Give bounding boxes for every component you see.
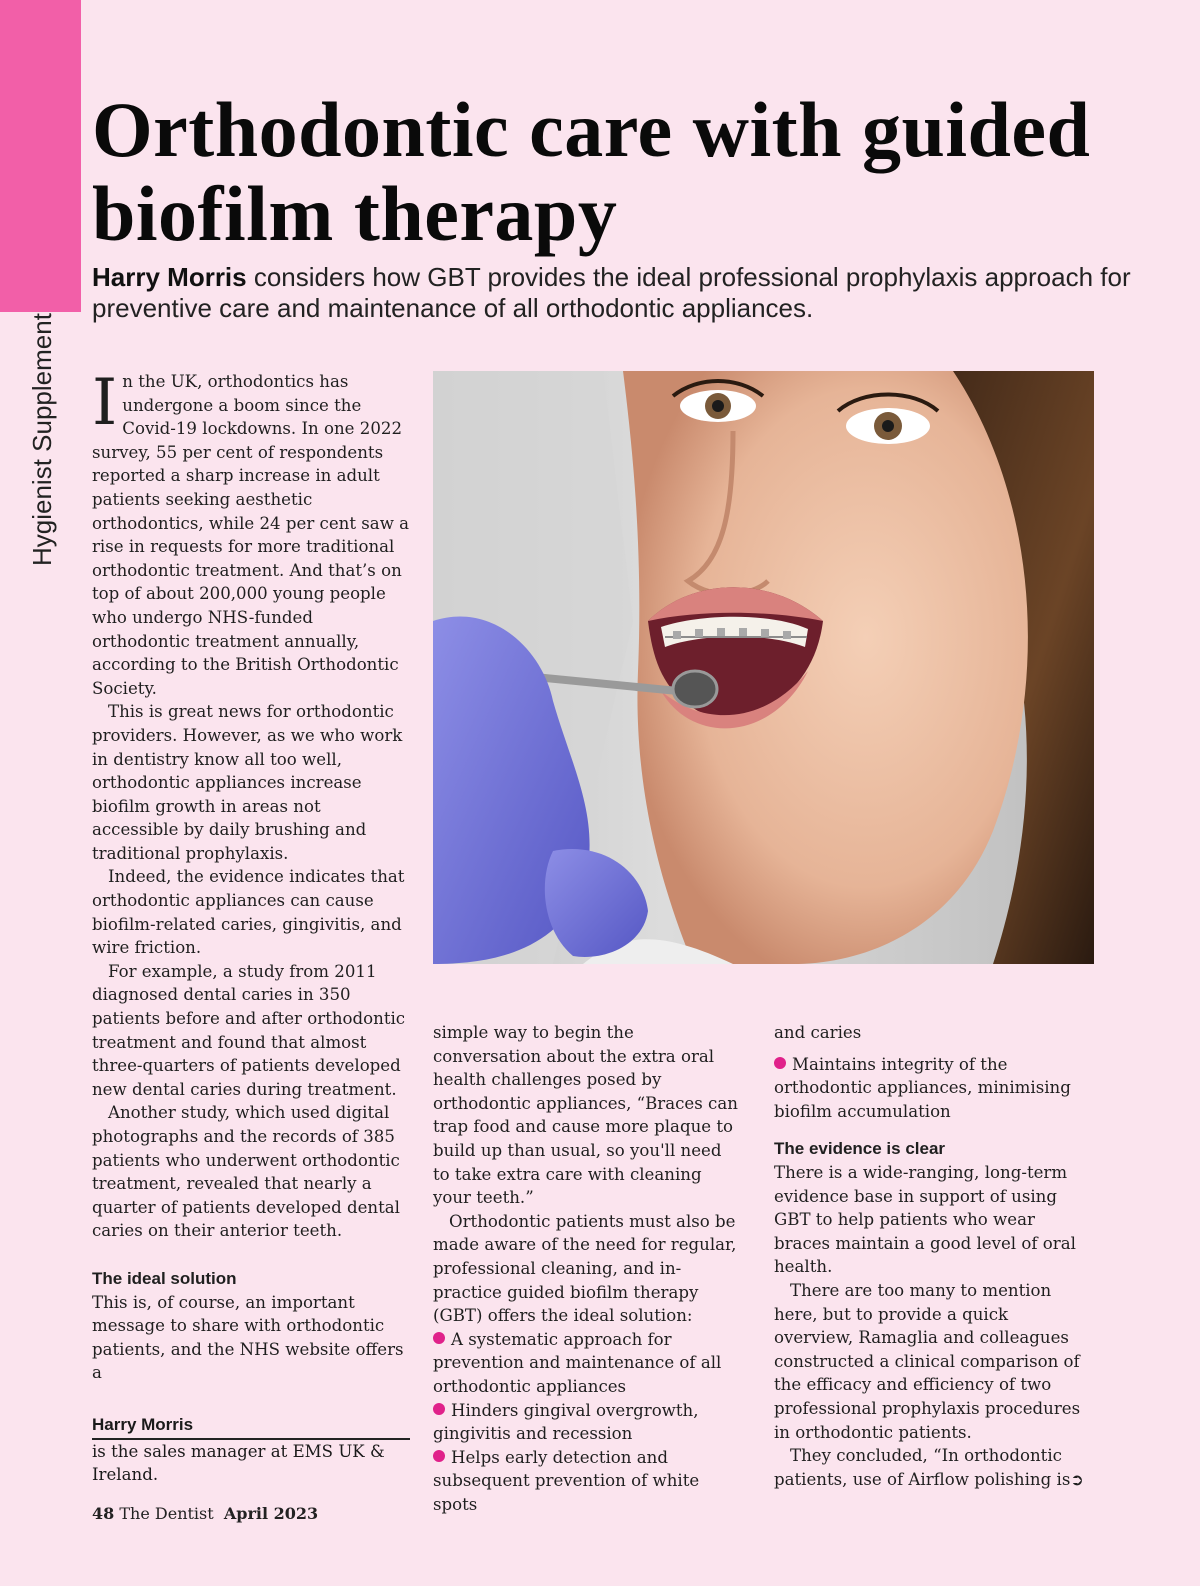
article-title: Orthodontic care with guided biofilm therapy bbox=[92, 86, 1091, 257]
standfirst-author: Harry Morris bbox=[92, 262, 247, 292]
drop-cap: I bbox=[92, 366, 118, 440]
paragraph: There is a wide-ranging, long-term evidence base in support of using GBT to help patients who wear braces maintain a good level of oral health. bbox=[774, 1162, 1076, 1277]
continue-arrow-icon: ➲ bbox=[1070, 1469, 1084, 1489]
paragraph: This is, of course, an important message to share with orthodontic patients, and the NHS website offers a bbox=[92, 1292, 404, 1383]
page-number: 48 bbox=[92, 1504, 115, 1523]
section-label: Hygienist Supplement bbox=[27, 313, 57, 566]
article-column-3 bbox=[774, 1021, 1092, 1491]
article-photo bbox=[433, 371, 1094, 964]
subheading: The evidence is clear bbox=[774, 1139, 946, 1159]
paragraph: simple way to begin the conversation about the extra oral health challenges posed by orthodontic appliances, “Braces can trap food and cause more plaque to build up than usual, so you'll need to take extra care with cleaning your teeth.” bbox=[433, 1023, 738, 1208]
list-item: Hinders gingival overgrowth, gingivitis and recession bbox=[433, 1400, 699, 1444]
section-color-bar bbox=[0, 0, 81, 312]
paragraph: and caries bbox=[774, 1023, 862, 1042]
issue-date: April 2023 bbox=[223, 1504, 319, 1523]
paragraph: For example, a study from 2011 diagnosed dental caries in 350 patients before and after orthodontic treatment and found that almost three-quarters of patients developed new dental caries during treatment. bbox=[92, 961, 406, 1099]
patient-with-braces-icon bbox=[433, 371, 1094, 964]
standfirst-text: considers how GBT provides the ideal professional prophylaxis approach for preventive care and maintenance of all orthodontic appliances. bbox=[92, 262, 1131, 323]
bullet-icon bbox=[433, 1450, 445, 1462]
list-item: A systematic approach for prevention and maintenance of all orthodontic appliances bbox=[433, 1329, 722, 1396]
article-column-2 bbox=[433, 1021, 743, 1516]
list-item: Maintains integrity of the orthodontic appliances, minimising biofilm accumulation bbox=[774, 1054, 1071, 1121]
bio-text: is the sales manager at EMS UK & Ireland. bbox=[92, 1441, 385, 1485]
paragraph: In the UK, orthodontics has undergone a boom since the Covid-19 lockdowns. In one 2022 survey, 55 per cent of respondents reported a sharp increase in adult patients seeking aesthetic orthodontics, while 24 per cent saw a rise in requests for more traditional orthodontic treatment. And that’s on top of about 200,000 young people who undergo NHS-funded orthodontic treatment annually, according to the British Orthodontic Society. bbox=[92, 366, 410, 698]
bullet-icon bbox=[774, 1057, 786, 1069]
subheading: The ideal solution bbox=[92, 1268, 237, 1288]
standfirst bbox=[92, 262, 1132, 324]
list-item: Helps early detection and subsequent prevention of white spots bbox=[433, 1447, 700, 1514]
paragraph: This is great news for orthodontic providers. However, as we who work in dentistry know all too well, orthodontic appliances increase biofilm growth in areas not accessible by daily brushing and traditional prophylaxis. bbox=[92, 702, 403, 863]
author-bio bbox=[92, 1413, 410, 1487]
publication-name: The Dentist bbox=[119, 1504, 214, 1523]
bullet-icon bbox=[433, 1403, 445, 1415]
page-footer bbox=[92, 1504, 318, 1523]
paragraph: They concluded, “In orthodontic patients, use of Airflow polishing is➲ bbox=[774, 1446, 1084, 1489]
paragraph: There are too many to mention here, but to provide a quick overview, Ramaglia and colleagues constructed a clinical comparison of the efficacy and efficiency of two professional prophylaxis procedures in orthodontic patients. bbox=[774, 1280, 1081, 1442]
bullet-icon bbox=[433, 1332, 445, 1344]
bio-name: Harry Morris bbox=[92, 1413, 410, 1440]
paragraph: Orthodontic patients must also be made aware of the need for regular, professional cleaning, and in-practice guided biofilm therapy (GBT) offers the ideal solution: bbox=[433, 1211, 737, 1326]
paragraph: Indeed, the evidence indicates that orthodontic appliances can cause biofilm-related caries, gingivitis, and wire friction. bbox=[92, 867, 405, 958]
paragraph: Another study, which used digital photographs and the records of 385 patients who underwent orthodontic treatment, revealed that nearly a quarter of patients developed dental caries on their anterior teeth. bbox=[92, 1103, 400, 1241]
article-column-1 bbox=[92, 366, 410, 1385]
